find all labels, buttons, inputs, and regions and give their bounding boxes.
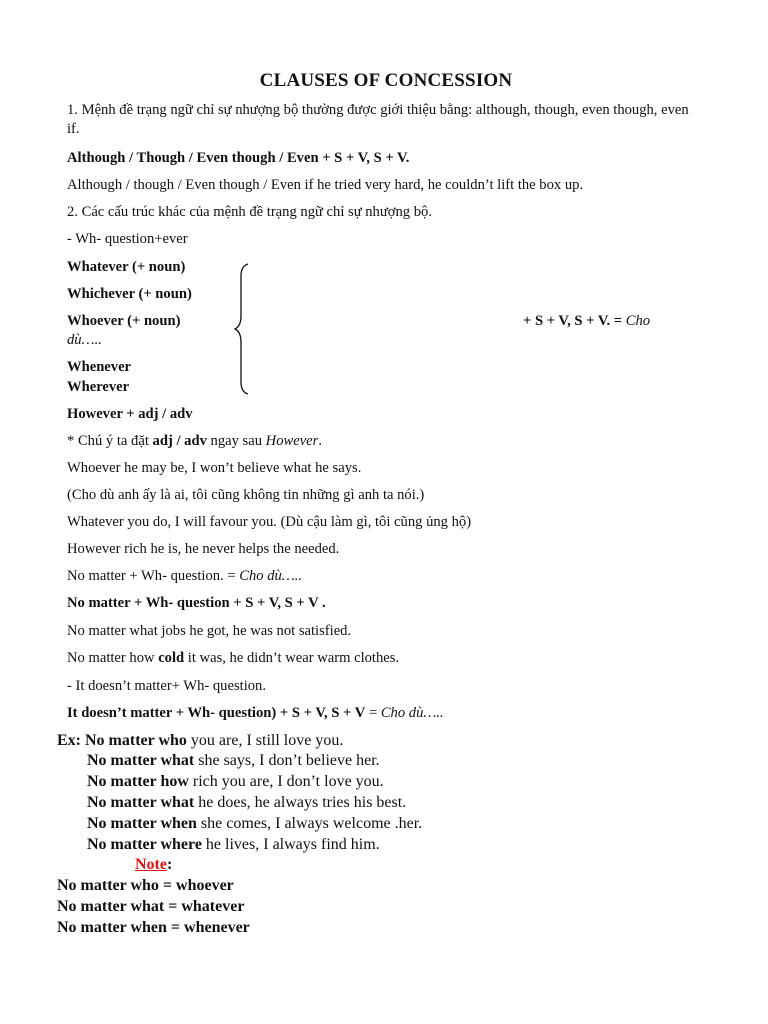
- example-although: Although / though / Even though / Even if he tried very hard, he couldn’t lift the box up.: [67, 177, 584, 193]
- no-matter-def-text: No matter + Wh- question. =: [67, 568, 240, 584]
- note-bold: adj / adv: [152, 433, 207, 449]
- note-colon: :: [166, 856, 173, 873]
- intro-paragraph: 1. Mệnh đề trạng ngữ chỉ sự nhượng bộ thường được giới thiệu bằng: although, though, even though, even if.: [67, 102, 689, 137]
- example-line-4: [87, 793, 406, 813]
- example-prefix: Ex:: [57, 732, 85, 749]
- rule-no-matter: No matter + Wh- question + S + V, S + V .: [67, 595, 326, 611]
- example-rest: he does, he always tries his best.: [194, 794, 407, 811]
- ever-item-whoever: Whoever (+ noun): [67, 313, 181, 329]
- example-whoever-translation: (Cho dù anh ấy là ai, tôi cũng không tin những gì anh ta nói.): [67, 487, 425, 503]
- note-however: [67, 432, 322, 450]
- ever-item-whenever: Whenever: [67, 359, 132, 375]
- formula-text: + S + V, S + V. =: [523, 313, 626, 329]
- rule-although: Although / Though / Even though / Even + S + V, S + V.: [67, 150, 410, 166]
- doesnt-matter-definition: - It doesn’t matter+ Wh- question.: [67, 678, 266, 694]
- example-whatever: Whatever you do, I will favour you. (Dù cậu làm gì, tôi cũng ủng hộ): [67, 514, 472, 530]
- ever-item-whatever: Whatever (+ noun): [67, 259, 186, 275]
- page-title: CLAUSES OF CONCESSION: [259, 70, 513, 91]
- ever-item-whichever: Whichever (+ noun): [67, 286, 192, 302]
- note-suffix: .: [318, 433, 322, 449]
- example-keyword: No matter what: [87, 794, 195, 811]
- example-line-3: [87, 772, 384, 792]
- example-keyword: No matter what: [87, 752, 195, 769]
- section-2-heading: 2. Các cấu trúc khác của mệnh đề trạng ngữ chỉ sự nhượng bộ.: [67, 204, 432, 220]
- example-no-matter-2: [67, 649, 399, 667]
- rule-doesnt-matter-bold: It doesn’t matter + Wh- question) + S + V, S + V: [67, 705, 366, 721]
- equivalence-when: No matter when = whenever: [57, 919, 250, 936]
- example-rest: he lives, I always find him.: [201, 836, 380, 853]
- rule-doesnt-matter-equals: =: [365, 705, 381, 721]
- no-matter-def-meaning: Cho dù…..: [239, 568, 303, 584]
- example-whoever: Whoever he may be, I won’t believe what he says.: [67, 460, 362, 476]
- example-line-1: [57, 731, 343, 751]
- equivalence-what: No matter what = whatever: [57, 898, 245, 915]
- note-text: * Chú ý ta đặt: [67, 433, 153, 449]
- example-rest: rich you are, I don’t love you.: [188, 773, 384, 790]
- example-keyword: No matter how: [87, 773, 189, 790]
- rule-doesnt-matter: [67, 704, 444, 722]
- example-bold: cold: [158, 650, 185, 666]
- wh-ever-heading: - Wh- question+ever: [67, 231, 188, 247]
- example-line-6: [87, 835, 380, 855]
- example-line-5: [87, 814, 422, 834]
- no-matter-definition: [67, 567, 302, 585]
- curly-brace-icon: [234, 262, 254, 396]
- rule-doesnt-matter-meaning: Cho dù…..: [380, 705, 444, 721]
- formula-meaning-continued: dù…..: [67, 332, 102, 348]
- ever-item-wherever: Wherever: [67, 379, 130, 395]
- example-rest: you are, I still love you.: [186, 732, 344, 749]
- formula-result: [523, 312, 650, 330]
- note-label-text: Note: [135, 856, 167, 873]
- example-keyword: No matter who: [85, 732, 187, 749]
- example-line-2: [87, 751, 380, 771]
- equivalence-who: No matter who = whoever: [57, 877, 234, 894]
- note-label: [135, 855, 172, 875]
- formula-meaning: Cho: [625, 313, 651, 329]
- example-no-matter-1: No matter what jobs he got, he was not satisfied.: [67, 623, 352, 639]
- example-suffix: it was, he didn’t wear warm clothes.: [184, 650, 400, 666]
- example-however: However rich he is, he never helps the needed.: [67, 541, 340, 557]
- example-rest: she says, I don’t believe her.: [194, 752, 380, 769]
- example-keyword: No matter when: [87, 815, 197, 832]
- example-keyword: No matter where: [87, 836, 202, 853]
- example-text: No matter how: [67, 650, 159, 666]
- note-italic: However: [265, 433, 319, 449]
- rule-however: However + adj / adv: [67, 406, 193, 422]
- note-text-middle: ngay sau: [206, 433, 266, 449]
- example-rest: she comes, I always welcome .her.: [196, 815, 423, 832]
